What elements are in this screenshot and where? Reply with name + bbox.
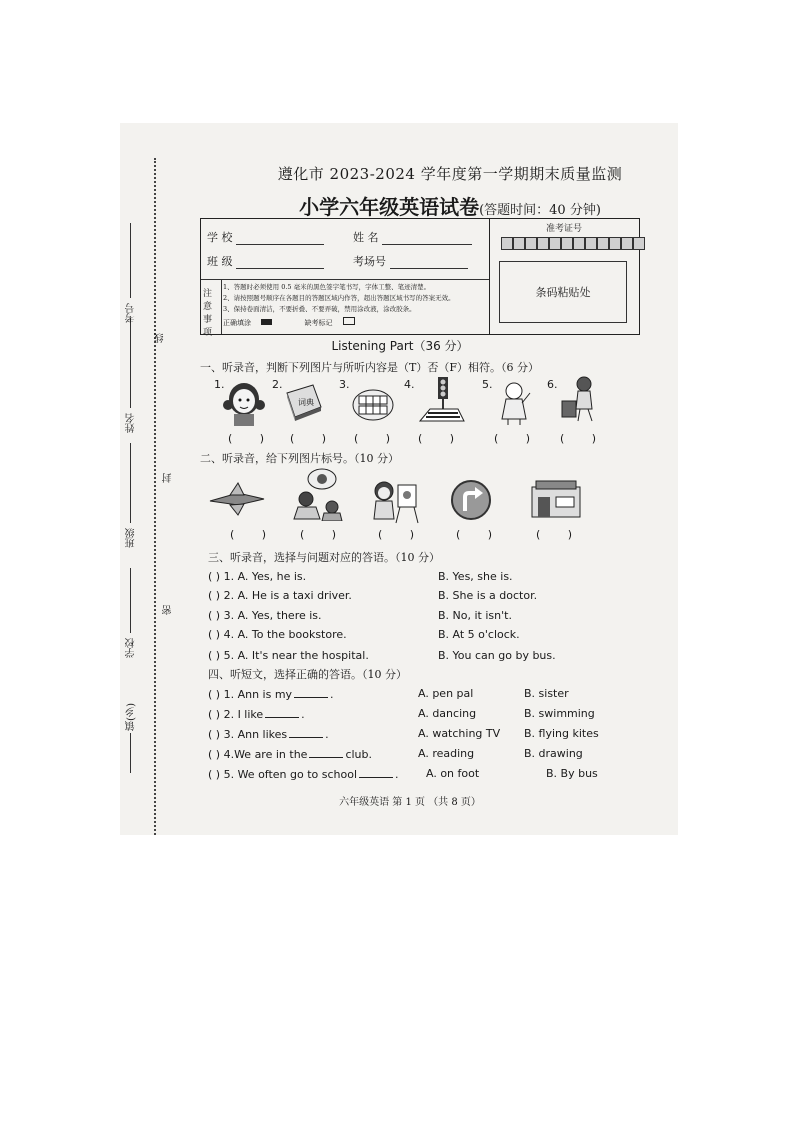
- note-2: 2、请按照题号顺序在各题目的答题区域内作答，超出答题区域书写的答案无效。: [223, 294, 455, 302]
- girl-waving-picture: [496, 381, 532, 425]
- notes-area: [201, 279, 489, 338]
- admission-number-cells[interactable]: [501, 237, 645, 249]
- admission-label: 准考证号: [545, 224, 582, 234]
- margin-school-line: [130, 568, 131, 633]
- school-label: 学 校: [207, 231, 233, 244]
- p1-answer-1[interactable]: ( ): [228, 432, 277, 445]
- margin-class-label: 班级: [126, 528, 137, 548]
- p4-q4-stem: [208, 747, 372, 761]
- fill-legend: [223, 317, 487, 329]
- correct-fill-label: 正确填涂: [223, 319, 251, 327]
- p1-answer-5[interactable]: ( ): [494, 432, 543, 445]
- p4-q4-text: ( ) 4.We are in the: [208, 748, 308, 761]
- school-field[interactable]: [207, 229, 324, 245]
- part2-title: 二、听录音，给下列图片标号。（10 分）: [200, 452, 399, 465]
- p4-q1-text: ( ) 1. Ann is my: [208, 688, 293, 701]
- dreaming-person-picture: [292, 467, 344, 521]
- p4-q1-option-a[interactable]: A. pen pal: [418, 687, 474, 700]
- p1-answer-3[interactable]: ( ): [354, 432, 403, 445]
- p4-q5-option-a[interactable]: A. on foot: [426, 767, 480, 780]
- p4-q1-blank[interactable]: [294, 687, 328, 698]
- page-footer: 六年级英语 第 1 页 （共 8 页）: [339, 797, 481, 808]
- margin-seal-xian: 线: [155, 333, 166, 343]
- p2-answer-1[interactable]: ( ): [230, 528, 279, 541]
- margin-seal-feng: 封: [163, 473, 174, 483]
- p1-answer-4[interactable]: ( ): [418, 432, 467, 445]
- girl-face-picture: [222, 379, 266, 427]
- exam-title: 遵化市 2023-2024 学年度第一学期期末质量监测: [277, 165, 623, 183]
- name-field[interactable]: [353, 229, 472, 245]
- shop-building-picture: [526, 479, 586, 519]
- p4-q5-blank[interactable]: [359, 767, 393, 778]
- margin-class-line: [130, 443, 131, 523]
- p4-q2-blank[interactable]: [265, 707, 299, 718]
- p4-q4-option-b[interactable]: B. drawing: [524, 747, 583, 760]
- p4-q1-option-b[interactable]: B. sister: [524, 687, 569, 700]
- p1-num-2: 2.: [272, 378, 283, 391]
- missing-mark-label: 缺考标记: [304, 319, 333, 327]
- margin-seal-mi: 密: [163, 605, 174, 615]
- p4-q3-option-a[interactable]: A. watching TV: [418, 727, 501, 740]
- p4-q3-blank[interactable]: [289, 727, 323, 738]
- notes-label: 注意事项: [203, 289, 213, 338]
- p2-answer-4[interactable]: ( ): [456, 528, 505, 541]
- p2-answer-2[interactable]: ( ): [300, 528, 349, 541]
- p4-q2-option-a[interactable]: A. dancing: [418, 707, 477, 720]
- painter-picture: [370, 479, 420, 525]
- p3-q4-option-b[interactable]: B. At 5 o'clock.: [438, 628, 520, 641]
- p1-num-1: 1.: [214, 378, 225, 391]
- p1-answer-6[interactable]: ( ): [560, 432, 609, 445]
- p3-q1-option-b[interactable]: B. Yes, she is.: [438, 570, 513, 583]
- note-1: 1、答题时必须使用 0.5 毫米的黑色签字笔书写，字体工整、笔迹清楚。: [223, 283, 431, 291]
- p2-answer-5[interactable]: ( ): [536, 528, 585, 541]
- dictionary-picture: [283, 381, 323, 423]
- p4-q5-text: ( ) 5. We often go to school: [208, 768, 358, 781]
- margin-seat-line: [130, 223, 131, 298]
- margin-name-line: [130, 318, 131, 408]
- girl-with-suitcase-picture: [560, 375, 602, 423]
- exam-subtitle: [250, 191, 650, 220]
- binding-margin: [120, 123, 200, 835]
- barcode-area: 条码粘贴处: [499, 261, 627, 323]
- p1-num-6: 6.: [547, 378, 558, 391]
- notes-separator: [221, 279, 222, 334]
- p4-q3-stem: [208, 727, 329, 741]
- teeth-picture: [350, 383, 396, 427]
- p4-q2-stem: [208, 707, 305, 721]
- p1-num-3: 3.: [339, 378, 350, 391]
- p4-q3-text: ( ) 3. Ann likes: [208, 728, 288, 741]
- note-3: 3、保持卷面清洁，不要折叠、不要弄破，禁用涂改液，涂改胶条。: [223, 305, 416, 313]
- p4-q1-stem: [208, 687, 334, 701]
- p4-q2-option-b[interactable]: B. swimming: [524, 707, 595, 720]
- p4-q5-option-b[interactable]: B. By bus: [546, 767, 598, 780]
- exam-photo: [120, 123, 678, 835]
- p3-q2-option-b[interactable]: B. She is a doctor.: [438, 589, 538, 602]
- correct-fill-icon: [261, 319, 272, 325]
- name-label: 姓 名: [353, 231, 379, 244]
- margin-town-label: 镇(乡): [126, 703, 137, 731]
- p4-q4-post: club.: [345, 748, 372, 761]
- subtitle-text: 小学六年级英语试卷: [299, 195, 480, 219]
- margin-name-label: 姓名: [126, 413, 137, 433]
- room-label: 考场号: [353, 255, 386, 268]
- p2-answer-3[interactable]: ( ): [378, 528, 427, 541]
- p4-q1-post: .: [330, 688, 334, 701]
- class-label: 班 级: [207, 255, 233, 268]
- info-vertical-separator: [489, 219, 490, 334]
- p3-q5-option-b[interactable]: B. You can go by bus.: [438, 649, 556, 662]
- p4-q5-post: .: [395, 768, 399, 781]
- traffic-light-crosswalk-picture: [416, 375, 466, 423]
- p3-q3-option-a[interactable]: ( ) 3. A. Yes, there is.: [208, 609, 322, 622]
- seal-dotted-line: [154, 158, 156, 835]
- p4-q3-option-b[interactable]: B. flying kites: [524, 727, 599, 740]
- p3-q5-option-a[interactable]: ( ) 5. A. It's near the hospital.: [208, 649, 369, 662]
- margin-school-label: 学校: [126, 638, 137, 658]
- spaceship-picture: [208, 479, 266, 519]
- p1-num-5: 5.: [482, 378, 493, 391]
- margin-town-line: [130, 733, 131, 773]
- p4-q2-post: .: [301, 708, 305, 721]
- p4-q2-text: ( ) 2. I like: [208, 708, 264, 721]
- dictionary-label: 词典: [298, 398, 314, 407]
- p4-q4-blank[interactable]: [309, 747, 343, 758]
- student-info-box: [200, 218, 640, 338]
- p3-q3-option-b[interactable]: B. No, it isn't.: [438, 609, 512, 622]
- p3-q1-option-a[interactable]: ( ) 1. A. Yes, he is.: [208, 570, 307, 583]
- p3-q2-option-a[interactable]: ( ) 2. A. He is a taxi driver.: [208, 589, 352, 602]
- listening-part-title: Listening Part（36 分）: [331, 339, 469, 353]
- notes-text: [223, 282, 487, 329]
- time-note: (答题时间：40 分钟): [479, 203, 601, 218]
- part4-title: 四、听短文，选择正确的答语。（10 分）: [208, 668, 407, 681]
- class-field[interactable]: [207, 253, 324, 269]
- room-field[interactable]: [353, 253, 468, 269]
- margin-seat-label: 考号: [126, 303, 137, 323]
- missing-mark-box[interactable]: [343, 317, 355, 325]
- turn-right-sign-picture: [450, 479, 492, 521]
- p4-q3-post: .: [325, 728, 329, 741]
- p3-q4-option-a[interactable]: ( ) 4. A. To the bookstore.: [208, 628, 347, 641]
- p4-q5-stem: [208, 767, 399, 781]
- part3-title: 三、听录音，选择与问题对应的答语。（10 分）: [208, 551, 440, 564]
- p4-q4-option-a[interactable]: A. reading: [418, 747, 475, 760]
- part1-title: 一、听录音，判断下列图片与所听内容是（T）否（F）相符。（6 分）: [200, 361, 539, 374]
- p1-answer-2[interactable]: ( ): [290, 432, 339, 445]
- p1-num-4: 4.: [404, 378, 415, 391]
